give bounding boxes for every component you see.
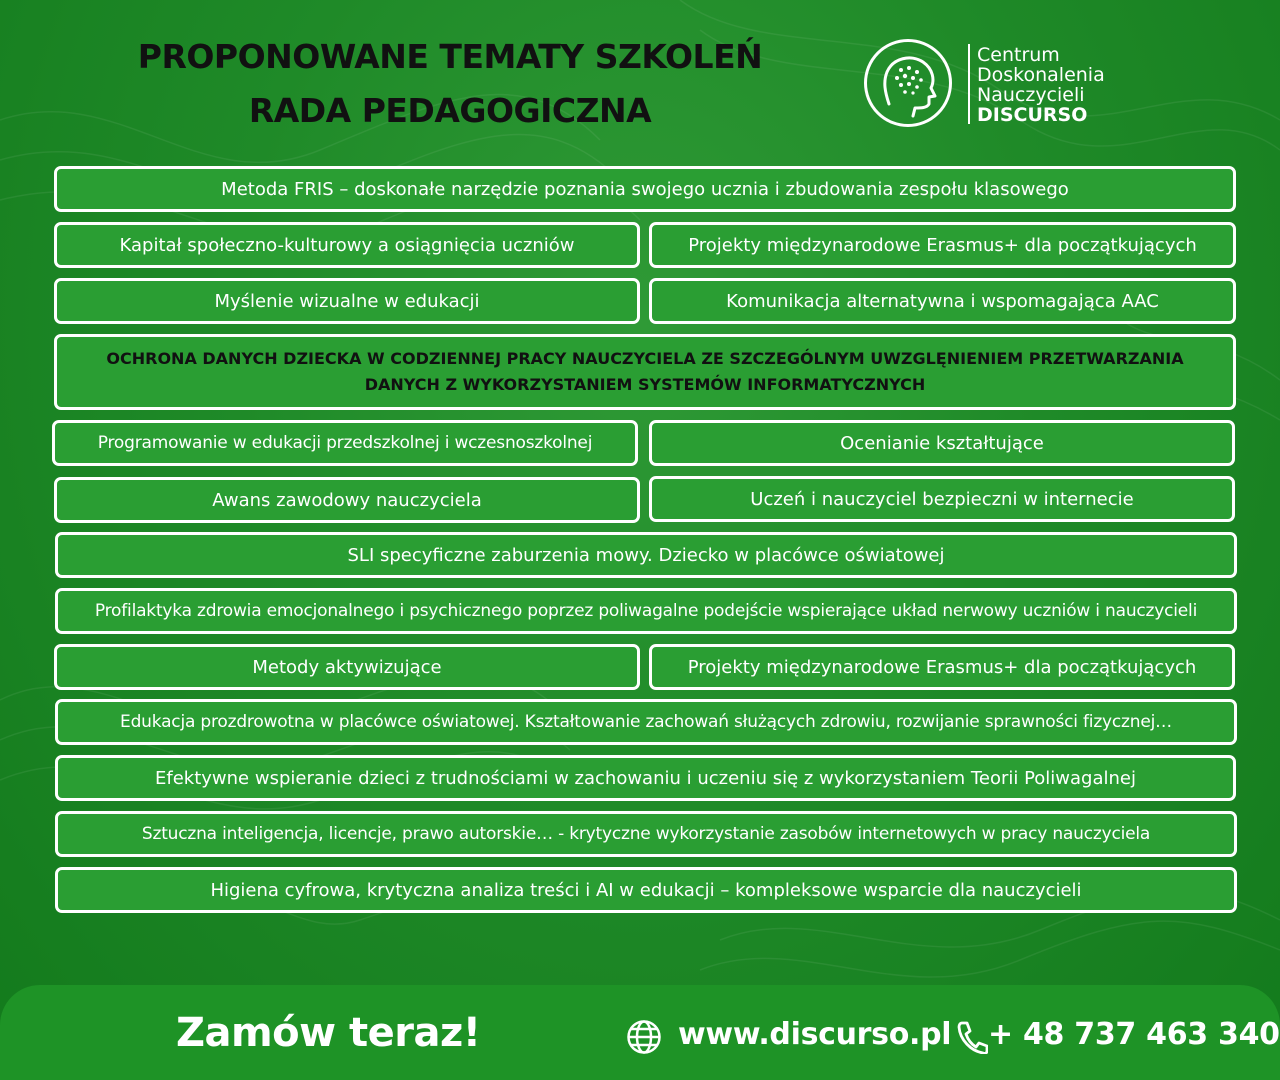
order-now-text: Zamów teraz! — [176, 1010, 481, 1056]
topic-box-myslenie: Myślenie wizualne w edukacji — [54, 278, 640, 324]
topic-box-sli: SLI specyficzne zaburzenia mowy. Dziecko w placówce oświatowej — [55, 532, 1237, 578]
website-link[interactable]: www.discurso.pl — [678, 1017, 952, 1052]
topic-box-higiena-cyfrowa: Higiena cyfrowa, krytyczna analiza treści i AI w edukacji – kompleksowe wsparcie dla nauczycieli — [55, 867, 1237, 913]
phone-icon — [956, 1020, 988, 1054]
topic-box-poliwagalna: Efektywne wspieranie dzieci z trudnościami w zachowaniu i uczeniu się z wykorzystaniem Teorii Poliwagalnej — [55, 755, 1236, 801]
topic-box-awans: Awans zawodowy nauczyciela — [54, 477, 640, 523]
phone-number[interactable]: + 48 737 463 340 — [988, 1017, 1280, 1052]
logo-text-brand: DISCURSO — [977, 104, 1088, 126]
page-title-line2: RADA PEDAGOGICZNA — [248, 91, 652, 130]
topic-box-ochrona-danych: OCHRONA DANYCH DZIECKA W CODZIENNEJ PRACY NAUCZYCIELA ZE SZCZEGÓLNYM UWZGLĘNIENIEM PRZETWARZANIA DANYCH Z WYKORZYSTANIEM SYSTEMÓW INFORMATYCZNYCH — [54, 334, 1236, 410]
topic-box-bezpieczni: Uczeń i nauczyciel bezpieczni w internecie — [649, 476, 1235, 522]
topic-box-metody-aktywizujace: Metody aktywizujące — [54, 644, 640, 690]
logo-divider — [968, 44, 970, 124]
logo-text-line3: Nauczycieli — [977, 84, 1085, 106]
topic-box-profilaktyka: Profilaktyka zdrowia emocjonalnego i psychicznego poprzez poliwagalne podejście wspierające układ nerwowy uczniów i nauczycieli — [55, 588, 1237, 634]
topic-box-fris: Metoda FRIS – doskonałe narzędzie poznania swojego ucznia i zbudowania zespołu klasowego — [54, 166, 1236, 212]
topic-box-edukacja-prozdrowotna: Edukacja prozdrowotna w placówce oświatowej. Kształtowanie zachowań służących zdrowiu, rozwijanie sprawności fizycznej… — [55, 699, 1237, 745]
topic-box-kapital: Kapitał społeczno-kulturowy a osiągnięcia uczniów — [54, 222, 640, 268]
page-title-line1: PROPONOWANE TEMATY SZKOLEŃ — [137, 37, 763, 76]
topic-box-programowanie: Programowanie w edukacji przedszkolnej i wczesnoszkolnej — [52, 420, 638, 466]
topic-box-aac: Komunikacja alternatywna i wspomagająca AAC — [649, 278, 1236, 324]
topic-box-ocenianie: Ocenianie kształtujące — [649, 420, 1235, 466]
logo-text-line1: Centrum — [977, 44, 1060, 66]
globe-icon — [626, 1019, 662, 1055]
logo-text-line2: Doskonalenia — [977, 64, 1105, 86]
topic-box-erasmus-2: Projekty międzynarodowe Erasmus+ dla początkujących — [649, 644, 1235, 690]
head-logo-icon — [864, 39, 952, 127]
topic-box-erasmus-1: Projekty międzynarodowe Erasmus+ dla początkujących — [649, 222, 1236, 268]
topic-box-sztuczna-inteligencja: Sztuczna inteligencja, licencje, prawo autorskie… - krytyczne wykorzystanie zasobów internetowych w pracy nauczyciela — [55, 811, 1237, 857]
